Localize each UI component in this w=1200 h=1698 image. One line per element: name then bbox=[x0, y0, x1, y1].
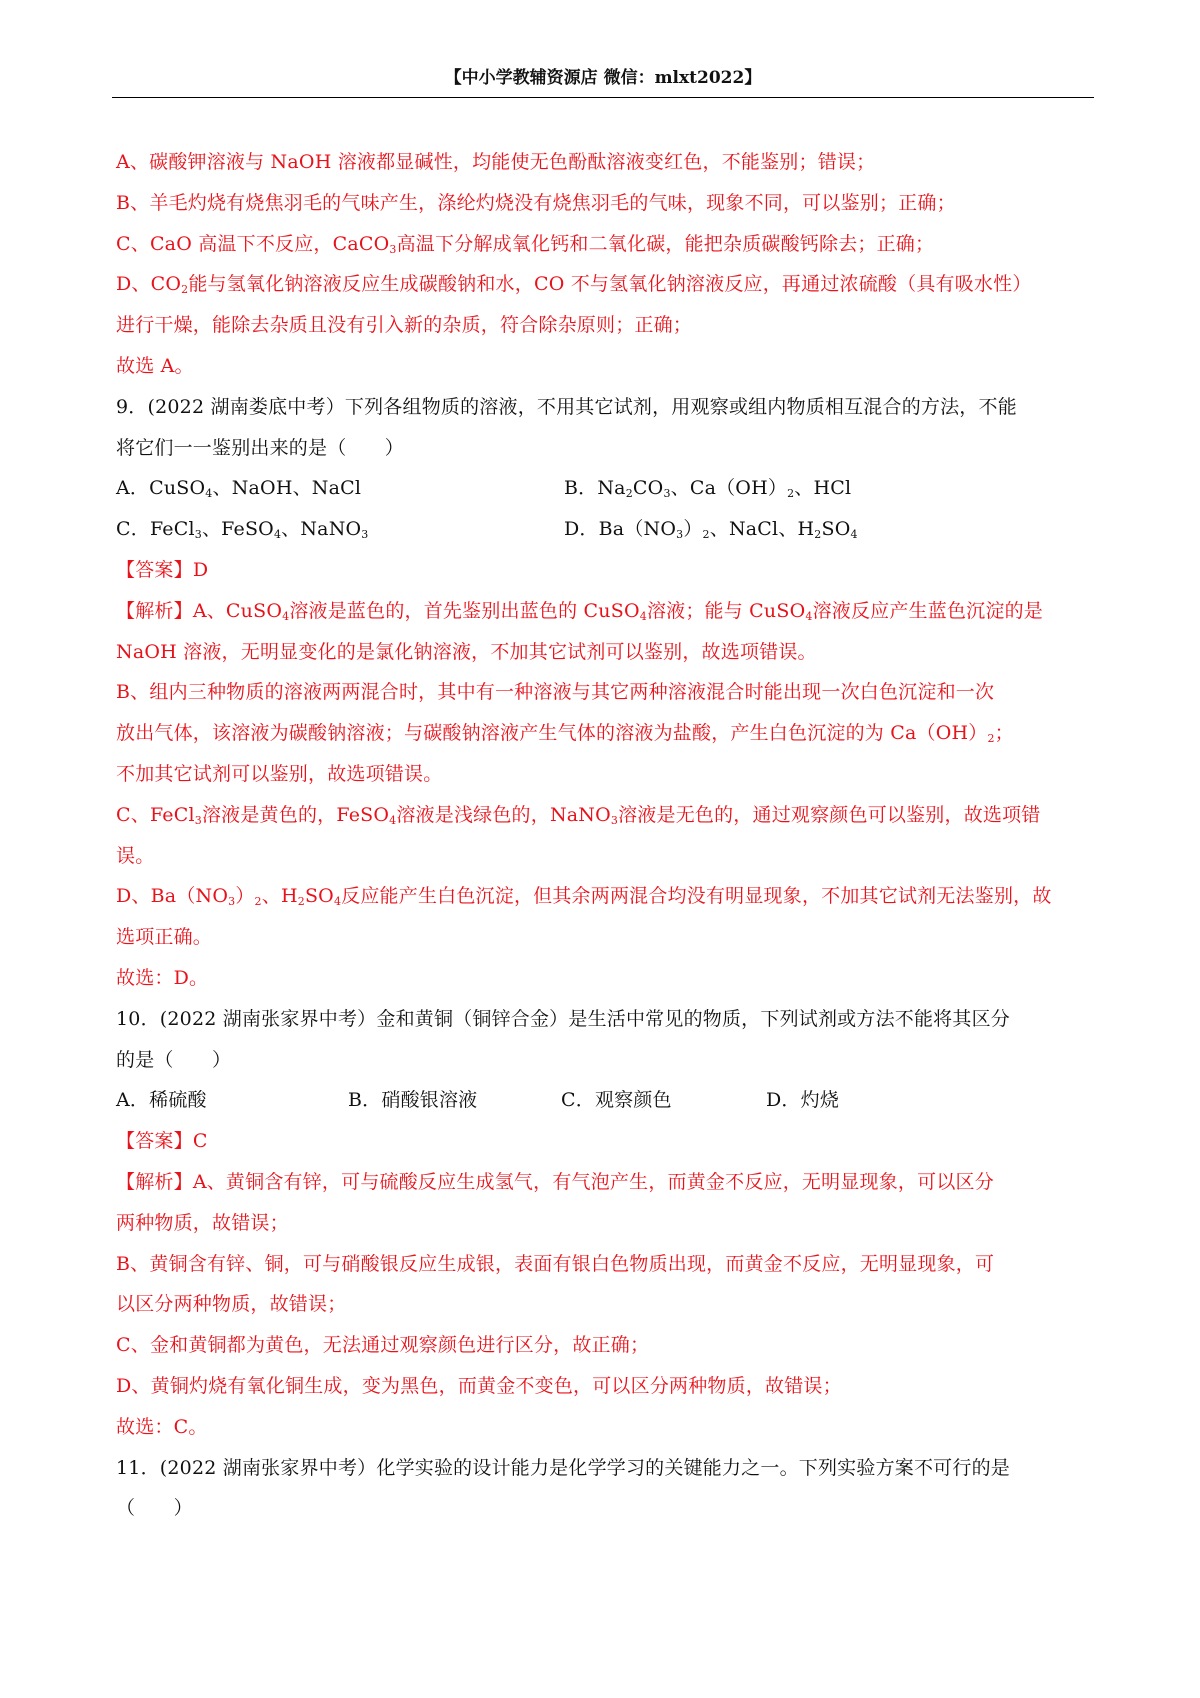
q9-analysis-line2: NaOH 溶液，无明显变化的是氯化钠溶液，不加其它试剂可以鉴别，故选项错误。 bbox=[116, 640, 817, 663]
answer-label: 【答案】 bbox=[116, 1130, 193, 1153]
q9-stem-line2: 将它们一一鉴别出来的是（ ） bbox=[116, 436, 405, 459]
q10-analysis-line6: D、黄铜灼烧有氧化铜生成，变为黑色，而黄金不变色，可以区分两种物质，故错误； bbox=[116, 1374, 842, 1397]
q9-options-row1 bbox=[116, 468, 1096, 509]
q10-option-a: A．稀硫酸 bbox=[116, 1089, 207, 1112]
q10-analysis-line3: B、黄铜含有锌、铜，可与硝酸银反应生成银，表面有银白色物质出现，而黄金不反应，无明显现象，可 bbox=[116, 1252, 995, 1275]
q9-analysis-line7: 误。 bbox=[116, 844, 155, 867]
q10-options bbox=[116, 1080, 1096, 1121]
prev-explanation-b: B、羊毛灼烧有烧焦羽毛的气味产生，涤纶灼烧没有烧焦羽毛的气味，现象不同，可以鉴别；正确； bbox=[116, 191, 956, 214]
q10-analysis-line1: 【解析】A、黄铜含有锌，可与硫酸反应生成氢气，有气泡产生，而黄金不反应，无明显现象，可以区分 bbox=[116, 1170, 994, 1193]
q9-analysis-line9: 选项正确。 bbox=[116, 926, 213, 949]
q10-analysis-line2: 两种物质，故错误； bbox=[116, 1211, 289, 1234]
prev-conclusion: 故选 A。 bbox=[116, 354, 194, 377]
analysis-label: 【解析】 bbox=[116, 599, 193, 622]
q10-option-b: B．硝酸银溶液 bbox=[348, 1089, 478, 1112]
q11-stem-line2: （ ） bbox=[116, 1497, 193, 1520]
q9-option-a: A．CuSO$_4$、NaOH、NaCl bbox=[116, 477, 362, 501]
q9-option-b: B．$Na_2CO_3$、$Ca(OH)_2$、HCl bbox=[564, 477, 852, 501]
q9-options-row2 bbox=[116, 509, 1096, 550]
q9-analysis-line5: 不加其它试剂可以鉴别，故选项错误。 bbox=[116, 762, 443, 785]
q9-answer: 【答案】D bbox=[116, 558, 209, 581]
q10-option-c: C．观察颜色 bbox=[561, 1089, 672, 1112]
page-header: 【中小学教辅资源店 微信：mlxt2022】 bbox=[444, 68, 762, 88]
q9-stem-line1: 9．(2022 湖南娄底中考）下列各组物质的溶液，不用其它试剂，用观察或组内物质相互混合的方法，不能 bbox=[116, 395, 1017, 418]
q9-option-d: D．$Ba(NO_3)_2$、NaCl、$H_2SO_4$ bbox=[564, 518, 858, 542]
q10-stem-line2: 的是（ ） bbox=[116, 1048, 232, 1071]
q9-conclusion: 故选：D。 bbox=[116, 966, 209, 989]
q10-answer: 【答案】C bbox=[116, 1130, 208, 1153]
analysis-label: 【解析】 bbox=[116, 1170, 193, 1193]
q10-stem-line1: 10．(2022 湖南张家界中考）金和黄铜（铜锌合金）是生活中常见的物质，下列试剂或方法不能将其区分 bbox=[116, 1007, 1010, 1030]
q10-analysis-line4: 以区分两种物质，故错误； bbox=[116, 1293, 347, 1316]
q9-analysis-line1: 【解析】A、CuSO$_4$溶液是蓝色的，首先鉴别出蓝色的 CuSO$_4$溶液；能与 CuSO$_4$溶液反应产生蓝色沉淀的是 bbox=[116, 599, 1043, 623]
prev-explanation-c: C、CaO 高温下不反应，CaCO$_3$高温下分解成氧化钙和二氧化碳，能把杂质碳酸钙除去；正确； bbox=[116, 232, 935, 256]
q10-analysis-line5: C、金和黄铜都为黄色，无法通过观察颜色进行区分，故正确； bbox=[116, 1334, 650, 1357]
prev-explanation-d-line1: D、$CO_2$能与氢氧化钠溶液反应生成碳酸钠和水，CO 不与氢氧化钠溶液反应，再通过浓硫酸（具有吸水性） bbox=[116, 273, 1032, 297]
q11-stem-line1: 11．(2022 湖南张家界中考）化学实验的设计能力是化学学习的关键能力之一。下列实验方案不可行的是 bbox=[116, 1456, 1010, 1479]
answer-label: 【答案】 bbox=[116, 558, 193, 581]
q9-analysis-line8: D、$Ba(NO_3)_2$、$H_2SO_4$反应能产生白色沉淀，但其余两两混合均没有明显现象，不加其它试剂无法鉴别，故 bbox=[116, 885, 1052, 909]
prev-explanation-a: A、碳酸钾溶液与 NaOH 溶液都显碱性，均能使无色酚酞溶液变红色，不能鉴别；错误； bbox=[116, 151, 876, 173]
q9-analysis-line6: C、FeCl$_3$溶液是黄色的，FeSO$_4$溶液是浅绿色的，NaNO$_3$溶液是无色的，通过观察颜色可以鉴别，故选项错 bbox=[116, 803, 1041, 827]
prev-explanation-d-line2: 进行干燥，能除去杂质且没有引入新的杂质，符合除杂原则；正确； bbox=[116, 314, 693, 337]
q9-analysis-line4: 放出气体，该溶液为碳酸钠溶液；与碳酸钠溶液产生气体的溶液为盐酸，产生白色沉淀的为 $Ca(OH)_2$； bbox=[116, 722, 1014, 746]
q9-option-c: C．FeCl$_3$、FeSO$_4$、NaNO$_3$ bbox=[116, 518, 369, 542]
q10-conclusion: 故选：C。 bbox=[116, 1415, 208, 1438]
q10-option-d: D．灼烧 bbox=[766, 1089, 840, 1112]
header-rule bbox=[112, 97, 1094, 98]
page-content bbox=[116, 142, 1096, 1529]
q9-analysis-line3: B、组内三种物质的溶液两两混合时，其中有一种溶液与其它两种溶液混合时能出现一次白色沉淀和一次 bbox=[116, 681, 995, 704]
